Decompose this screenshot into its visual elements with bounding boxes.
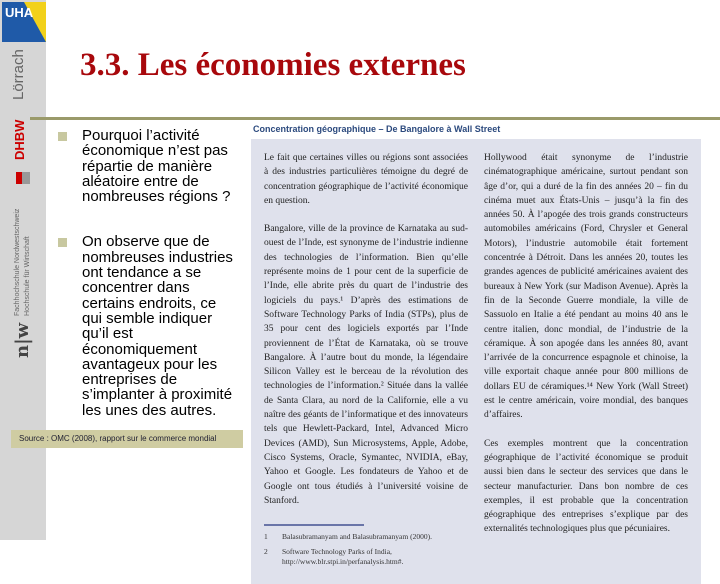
uha-logo [2,2,46,42]
fhnw-line2: Hochschule für Wirtschaft [24,236,31,316]
paragraph: Le fait que certaines villes ou régions sont associées à des industries particulières témoigne du degré de concentration géographique de l’activité économique en question. [264,153,468,206]
bullet-text: Pourquoi l’activité économique n’est pas répartie de manière aléatoire entre de nombreuses régions ? [82,127,231,206]
footnote-text: Software Technology Parks of India, http://www.blr.stpi.in/perfanalysis.htm#. [282,547,404,567]
footnote-number: 2 [264,547,268,557]
dhbw-logo: DHBW [12,119,27,160]
panel-column-right-wrap [484,151,688,572]
footnote [264,547,468,567]
nw-logo: n|w [12,322,33,358]
text-box-panel [251,139,701,584]
footnote [264,532,468,542]
bullet-text: On observe que de nombreuses industries ont tendance a se concentrer dans certains endroits, ce qui semble indiquer qu’il est économiquement avantageux pour les entreprises de s’implanter à proximité les unes des autres. [82,233,233,419]
panel-title: Concentration géographique – De Bangalore à Wall Street [253,124,501,134]
panel-column-left-wrap [264,151,468,572]
bullet-item [60,128,238,204]
title-divider [30,117,720,120]
slide-title: 3.3. Les économies externes [80,47,466,83]
bullet-item [60,234,238,418]
uha-logo-text: UHA [5,5,34,20]
fhnw-line1: Fachhochschule Nordwestschweiz [14,208,21,316]
paragraph: Bangalore, ville de la province de Karnataka au sud-ouest de l’Inde, est synonyme de l’industrie indienne des technologies de l’information. Bien qu’elle représente moins de 1 pour cent de la superficie de l’Inde, elle abrite près du quart de l’industrie des logiciels du pays.¹ D’après des estimations de Software Technology Parks of India (STPs), plus de 35 pour cent des logiciels exportés par l’Inde proviennent de l’État de Karnataka, où se trouve Bangalore. À l’autre bout du monde, la légendaire Silicon Valley est le berceau de la révolution des technologies de l’information.² Située dans la vallée de Santa Clara, au nord de la Californie, elle a vu naître des géants de l’informatique et des innovateurs tels que Hewlett-Packard, Intel, Advanced Micro Devices (AMD), Sun Microsystems, Apple, Adobe, Cisco Systems, Oracle, Symantec, NVIDIA, eBay, Yahoo et Google. Les fondateurs de Yahoo et de Google ont tous étudiés à l’université voisine de Stanford. [264,224,468,506]
paragraph: Hollywood était synonyme de l’industrie cinématographique américaine, surtout pendant son âge d’or, qui a duré de la fin des années 20 – fin du cinéma muet aux États-Unis – jusqu’à la fin des années 50. À l’apogée des trois grands constructeurs automobiles américains (Ford, Chrysler et General Motors), l’industrie automobile était fortement concentrée à Détroit. Dans les années 20, toutes les grandes agences de publicité américaines avaient des bureaux à New York (sur Madison Avenue). Après la fin de la Seconde Guerre mondiale, la ville de Sassuolo en Italie a été pendant au moins 40 ans le centre italien, donc mondial, de l’industrie de la céramique. À son apogée dans les années 80, avant l’arrivée de la concurrence espagnole et chinoise, la ville exportait chaque année pour 800 millions de dollars EU de céramiques.¹⁴ New York (Wall Street) est le centre américain, voire mondial, des banques d’affaires. [484,153,688,421]
paragraph: Ces exemples montrent que la concentration géographique de l’activité économique se produit aussi bien dans le secteur des services que dans le secteur manufacturier. Dans bon nombre de ces exemples, il est probable que la concentration géographique des entreprises s’explique par des externalités technologiques plus que pécuniaires. [484,438,688,535]
footnote-number: 1 [264,532,268,542]
footnote-text: Balasubramanyam and Balasubramanyam (2000). [282,532,432,542]
panel-column-left [264,151,468,522]
sidebar-logos [0,0,46,540]
dhbw-mark-icon [16,172,30,184]
panel-column-right [484,151,688,551]
footnote-divider [264,524,364,526]
lorrach-label: Lörrach [10,49,27,100]
source-caption: Source : OMC (2008), rapport sur le commerce mondial [11,430,243,448]
